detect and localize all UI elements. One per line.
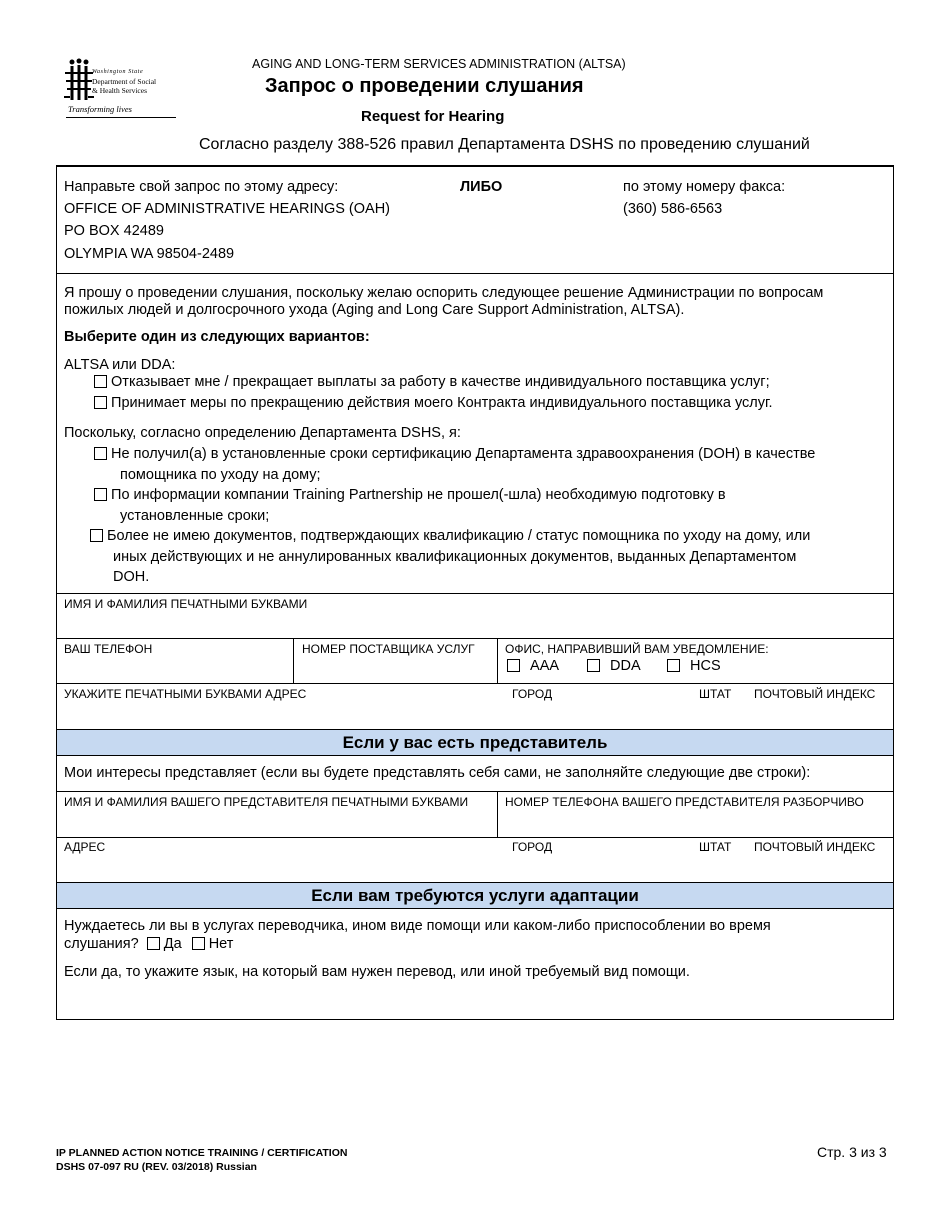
fax-number: (360) 586-6563 [623,201,723,217]
option-no-training-label-cont: установленные сроки; [120,508,270,524]
provider-number-label: НОМЕР ПОСТАВЩИКА УСЛУГ [302,642,475,656]
rule-reference: Согласно разделу 388-526 правил Департамента DSHS по проведению слушаний [199,136,810,153]
option-no-training-checkbox[interactable] [94,488,107,501]
option-terminate-contract-label: Принимает меры по прекращению действия моего Контракта индивидуального поставщика услуг. [111,395,773,411]
option-deny-payment-checkbox[interactable] [94,375,107,388]
or-label: ЛИБО [460,179,503,195]
city-field-label: ГОРОД [512,687,553,701]
office-label: ОФИС, НАПРАВИВШИЙ ВАМ УВЕДОМЛЕНИЕ: [505,642,769,656]
accommodation-details-field[interactable] [57,985,893,1019]
divider [57,755,893,756]
option-no-certification-checkbox[interactable] [94,447,107,460]
representative-heading: Если у вас есть представитель [57,730,893,755]
dshs-logo [64,58,176,120]
accommodation-question: Нуждаетесь ли вы в услугах переводчика, ином виде помощи или каком-либо приспособлении во время [64,918,771,934]
agency-name: AGING AND LONG-TERM SERVICES ADMINISTRATION (ALTSA) [252,57,626,71]
option-no-training-label: По информации компании Training Partnership не прошел(-шла) необходимую подготовку в [111,487,726,503]
zip-field-label: ПОЧТОВЫЙ ИНДЕКС [754,687,876,701]
divider [57,791,893,792]
divider [57,273,893,274]
option-no-documents-label: Более не имею документов, подтверждающих квалификацию / статус помощника по уходу на дому, или [107,528,811,544]
option-terminate-contract-checkbox[interactable] [94,396,107,409]
rep-address-field[interactable] [57,854,497,880]
option-no-documents-checkbox[interactable] [90,529,103,542]
option-no-documents-label-cont1: иных действующих и не аннулированных квалификационных документов, выданных Департаментом [113,549,797,565]
oah-address-line2: PO BOX 42489 [64,223,164,239]
logo-tagline: Transforming lives [68,104,132,114]
rep-phone-label: НОМЕР ТЕЛЕФОНА ВАШЕГО ПРЕДСТАВИТЕЛЯ РАЗБОРЧИВО [505,795,864,809]
option-no-certification-label: Не получил(а) в установленные сроки сертификацию Департамента здравоохранения (DOH) в качестве [111,446,816,462]
rep-zip-label: ПОЧТОВЫЙ ИНДЕКС [754,840,876,854]
oah-address-line3: OLYMPIA WA 98504-2489 [64,246,235,262]
footer-form-number: DSHS 07-097 RU (REV. 03/2018) Russian [56,1161,257,1173]
office-aaa-label: AAA [530,658,560,674]
address-field[interactable] [57,701,497,727]
provider-number-field[interactable] [294,656,497,682]
accommodation-no-label: Нет [208,936,234,952]
logo-text: Washington State Department of Social & Health Services [92,69,157,95]
rep-city-label: ГОРОД [512,840,553,854]
accommodation-question-cont: слушания? [64,936,139,952]
footer-form-title: IP PLANNED ACTION NOTICE TRAINING / CERTIFICATION [56,1147,348,1159]
option-no-certification-label-cont: помощника по уходу на дому; [120,467,321,483]
name-field-label: ИМЯ И ФАМИЛИЯ ПЕЧАТНЫМИ БУКВАМИ [64,597,308,611]
office-hcs-label: HCS [690,658,721,674]
name-field[interactable] [57,611,893,637]
altsa-label: ALTSA или DDA: [64,357,176,373]
option-deny-payment-label: Отказывает мне / прекращает выплаты за работу в качестве индивидуального поставщика услуг; [111,374,770,390]
request-intro-line1: Я прошу о проведении слушания, поскольку желаю оспорить следующее решение Администрации по вопросам [64,285,824,301]
rep-name-label: ИМЯ И ФАМИЛИЯ ВАШЕГО ПРЕДСТАВИТЕЛЯ ПЕЧАТНЫМИ БУКВАМИ [64,795,469,809]
rep-state-label: ШТАТ [699,840,732,854]
accommodation-no-checkbox[interactable] [192,937,205,950]
rep-name-field[interactable] [57,809,497,835]
office-hcs-checkbox[interactable] [667,659,680,672]
rep-address-label: АДРЕС [64,840,106,854]
divider [57,593,893,594]
office-dda-checkbox[interactable] [587,659,600,672]
phone-field[interactable] [57,656,293,682]
representative-intro: Мои интересы представляет (если вы будете представлять себя сами, не заполняйте следующие две строки): [64,765,811,781]
page-number: Стр. 3 из 3 [817,1144,887,1160]
city-state-zip-field[interactable] [498,701,893,727]
divider [497,638,498,683]
divider [57,683,893,684]
divider [57,638,893,639]
address-field-label: УКАЖИТЕ ПЕЧАТНЫМИ БУКВАМИ АДРЕС [64,687,307,701]
rep-city-state-zip-field[interactable] [498,854,893,880]
option-no-documents-label-cont2: DOH. [113,569,150,585]
page-subtitle: Request for Hearing [361,108,505,125]
rep-phone-field[interactable] [498,809,893,835]
accommodation-heading: Если вам требуются услуги адаптации [57,883,893,908]
state-field-label: ШТАТ [699,687,732,701]
oah-address-line1: OFFICE OF ADMINISTRATIVE HEARINGS (OAH) [64,201,391,217]
divider [57,908,893,909]
accommodation-ifyes: Если да, то укажите язык, на который вам нужен перевод, или иной требуемый вид помощи. [64,964,690,980]
accommodation-yes-checkbox[interactable] [147,937,160,950]
office-aaa-checkbox[interactable] [507,659,520,672]
phone-field-label: ВАШ ТЕЛЕФОН [64,642,153,656]
page-title: Запрос о проведении слушания [265,75,584,97]
divider [57,837,893,838]
choose-heading: Выберите один из следующих вариантов: [64,329,370,345]
dshs-people-icon [64,58,94,102]
hearing-request-form [56,165,894,1020]
fax-label: по этому номеру факса: [623,179,786,195]
request-intro-line2: пожилых людей и долгосрочного ухода (Aging and Long Care Support Administration, ALTSA). [64,302,685,318]
send-label: Направьте свой запрос по этому адресу: [64,179,339,195]
office-dda-label: DDA [610,658,641,674]
accommodation-yes-label: Да [163,936,182,952]
because-label: Поскольку, согласно определению Департамента DSHS, я: [64,425,461,441]
logo-divider [66,117,176,118]
